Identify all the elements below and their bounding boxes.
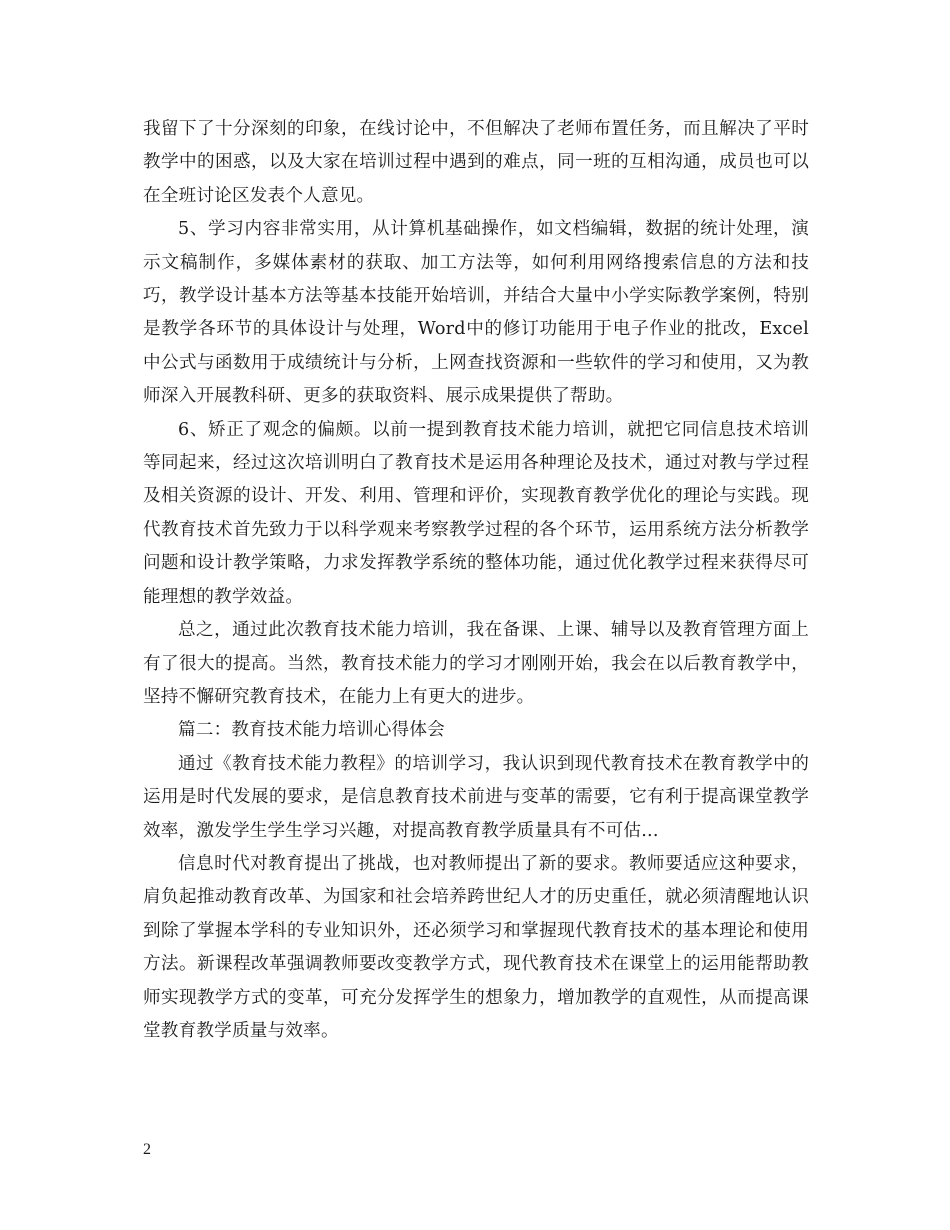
page-number: 2 (143, 1141, 151, 1158)
paragraph-item-6: 6、矫正了观念的偏颇。以前一提到教育技术能力培训，就把它同信息技术培训等同起来，经过这次培训明白了教育技术是运用各种理论及技术，通过对教与学过程及相关资源的设计、开发、利用、管理和评价，实现教育教学优化的理论与实践。现代教育技术首先致力于以科学观来考察教学过程的各个环节，运用系统方法分析教学问题和设计教学策略，力求发挥教学系统的整体功能，通过优化教学过程来获得尽可能理想的教学效益。 (143, 419, 809, 607)
paragraph-intro: 通过《教育技术能力教程》的培训学习，我认识到现代教育技术在教育教学中的运用是时代发展的要求，是信息教育技术前进与变革的需要，它有利于提高课堂教学效率，激发学生学生学习兴趣，对提高教育教学质量具有不可估... (143, 753, 809, 841)
paragraph-item-5: 5、学习内容非常实用，从计算机基础操作，如文档编辑，数据的统计处理，演示文稿制作，多媒体素材的获取、加工方法等，如何利用网络搜索信息的方法和技巧，教学设计基本方法等基本技能开始培训，并结合大量中小学实际教学案例，特别是教学各环节的具体设计与处理，Word中的修订功能用于电子作业的批改，Excel中公式与函数用于成绩统计与分析，上网查找资源和一些软件的学习和使用，又为教师深入开展教科研、更多的获取资料、展示成果提供了帮助。 (143, 219, 809, 407)
paragraph-continuation: 我留下了十分深刻的印象，在线讨论中，不但解决了老师布置任务，而且解决了平时教学中的困惑，以及大家在培训过程中遇到的难点，同一班的互相沟通，成员也可以在全班讨论区发表个人意见。 (143, 119, 809, 206)
document-body (143, 113, 809, 1048)
paragraph-information-age: 信息时代对教育提出了挑战，也对教师提出了新的要求。教师要适应这种要求，肩负起推动教育改革、为国家和社会培养跨世纪人才的历史重任，就必须清醒地认识到除了掌握本学科的专业知识外，还必须学习和掌握现代教育技术的基本理论和使用方法。新课程改革强调教师要改变教学方式，现代教育技术在课堂上的运用能帮助教师实现教学方式的变革，可充分发挥学生的想象力，增加教学的直观性，从而提高课堂教育教学质量与效率。 (143, 853, 809, 1041)
section-heading: 篇二：教育技术能力培训心得体会 (178, 720, 445, 741)
paragraph-summary: 总之，通过此次教育技术能力培训，我在备课、上课、辅导以及教育管理方面上有了很大的提高。当然，教育技术能力的学习才刚刚开始，我会在以后教育教学中，坚持不懈研究教育技术，在能力上有更大的进步。 (143, 620, 809, 707)
